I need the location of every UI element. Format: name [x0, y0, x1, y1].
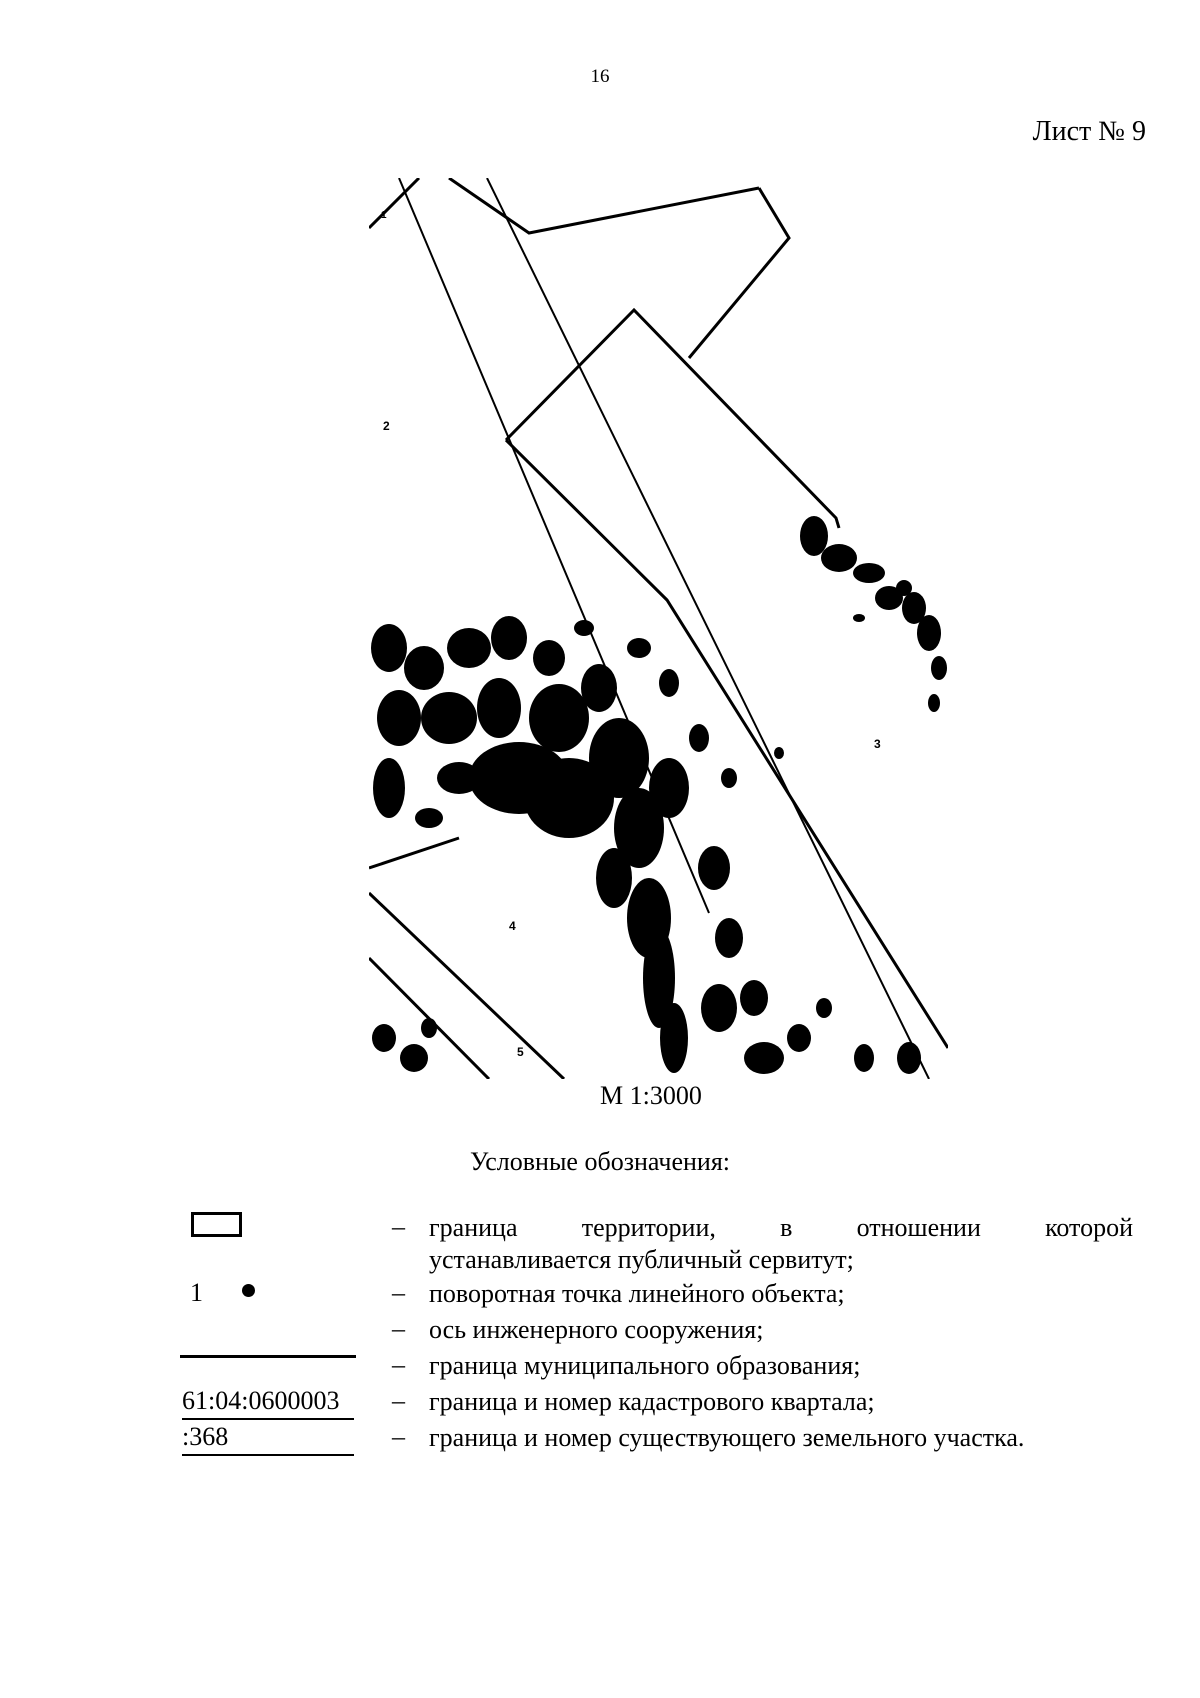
legend-text-land-plot: граница и номер существующего земельного участка.: [429, 1423, 1025, 1452]
map-label: 5: [517, 1045, 524, 1059]
legend-text-municipal: граница муниципального образования;: [429, 1351, 861, 1380]
legend-dash: –: [392, 1386, 405, 1415]
page-number: 16: [590, 66, 610, 87]
cadastral-quarter-number: 61:04:0600003: [182, 1386, 340, 1415]
legend-title: Условные обозначения:: [469, 1147, 731, 1176]
legend-dash: –: [392, 1314, 405, 1343]
legend-text-axis: ось инженерного сооружения;: [429, 1315, 764, 1344]
map-label: 2: [383, 419, 390, 433]
municipal-boundary-symbol: [180, 1355, 356, 1358]
land-plot-underline: [182, 1454, 354, 1456]
legend-dash: –: [392, 1212, 405, 1241]
map-label: 4: [509, 919, 516, 933]
map-scale: М 1:3000: [600, 1081, 702, 1110]
cadastral-quarter-underline: [182, 1418, 354, 1420]
cadastral-map: [369, 178, 948, 1079]
land-plot-number: :368: [182, 1422, 229, 1451]
legend-text-turning-point: поворотная точка линейного объекта;: [429, 1279, 845, 1308]
legend-text-easement-line2: устанавливается публичный сервитут;: [429, 1245, 854, 1274]
sheet-label: Лист № 9: [1032, 116, 1146, 147]
turning-point-dot-icon: [242, 1284, 255, 1297]
legend-text-easement-line1: граница территории, в отношении которой: [429, 1213, 1133, 1242]
legend-text-cadastral-quarter: граница и номер кадастрового квартала;: [429, 1387, 875, 1416]
map-label: 1: [381, 210, 387, 221]
turning-point-number: 1: [190, 1278, 203, 1307]
map-label: 3: [874, 737, 881, 751]
legend-dash: –: [392, 1278, 405, 1307]
easement-boundary-symbol: [191, 1212, 242, 1237]
legend-dash: –: [392, 1422, 405, 1451]
legend-dash: –: [392, 1350, 405, 1379]
